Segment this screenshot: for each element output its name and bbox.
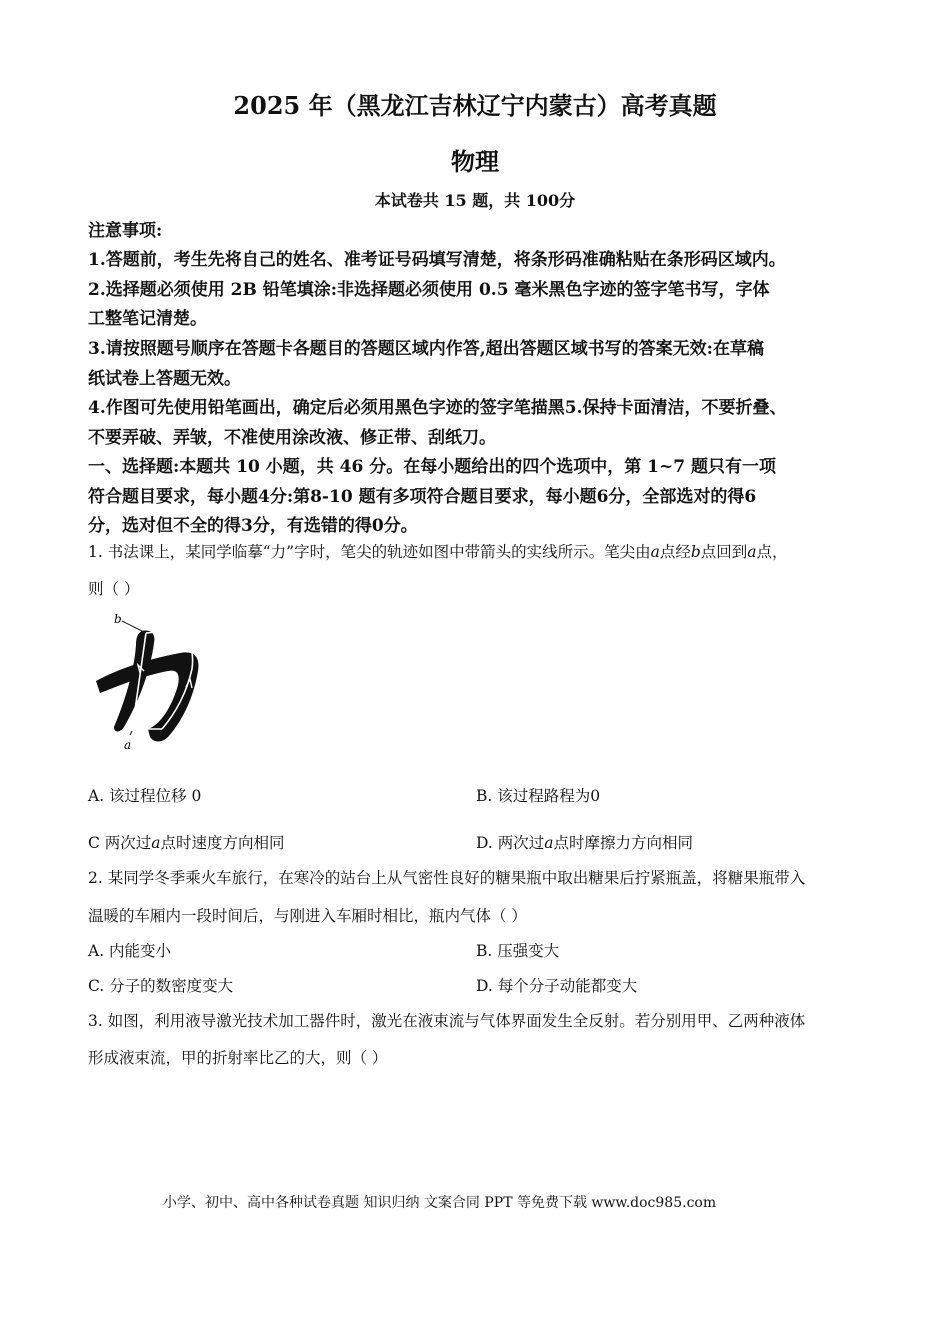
figure-label-a: a bbox=[124, 738, 132, 752]
q2-option-a: A. 内能变小 bbox=[88, 942, 172, 960]
q2-stem-line-1: 2. 某同学冬季乘火车旅行，在寒冷的站台上从气密性良好的糖果瓶中取出糖果后拧紧瓶盖，将糖果瓶带入 bbox=[88, 869, 806, 887]
notice-heading: 注意事项: bbox=[88, 221, 163, 241]
q1-option-c: C 两次过a点时速度方向相同 bbox=[88, 834, 285, 852]
q1-stem-line-2: 则（ ） bbox=[88, 580, 140, 598]
notice-line-4b: 不要弄破、弄皱，不准使用涂改液、修正带、刮纸刀。 bbox=[88, 428, 496, 448]
q3-stem-line-1: 3. 如图，利用液导激光技术加工器件时，激光在液束流与气体界面发生全反射。若分别用甲、乙两种液体 bbox=[88, 1012, 806, 1030]
q1-option-a: A. 该过程位移 0 bbox=[88, 787, 202, 805]
section1-line-1: 一、选择题:本题共 10 小题，共 46 分。在每小题给出的四个选项中，第 1~7 题只有一项 bbox=[88, 457, 777, 477]
notice-line-3a: 3.请按照题号顺序在答题卡各题目的答题区域内作答,超出答题区域书写的答案无效:在草稿 bbox=[88, 339, 764, 359]
notice-line-2a: 2.选择题必须使用 2B 铅笔填涂:非选择题必须使用 0.5 毫米黑色字迹的签字笔书写，字体 bbox=[88, 280, 770, 300]
exam-summary: 本试卷共 15 题，共 100分 bbox=[374, 191, 576, 210]
q2-stem-line-2: 温暖的车厢内一段时间后，与刚进入车厢时相比，瓶内气体（ ） bbox=[88, 907, 527, 925]
q2-option-c: C. 分子的数密度变大 bbox=[88, 977, 234, 995]
q1-option-d: D. 两次过a点时摩擦力方向相同 bbox=[476, 834, 693, 852]
notice-line-2b: 工整笔记清楚。 bbox=[88, 309, 207, 329]
notice-line-4a: 4.作图可先使用铅笔画出，确定后必须用黑色字迹的签字笔描黑5.保持卡面清洁，不要折叠、 bbox=[88, 398, 787, 418]
q3-stem-line-2: 形成液束流，甲的折射率比乙的大，则（ ） bbox=[88, 1049, 388, 1067]
page-footer: 小学、初中、高中各种试卷真题 知识归纳 文案合同 PPT 等免费下载 www.doc985.com bbox=[163, 1195, 717, 1211]
q1-calligraphy-figure bbox=[88, 603, 208, 753]
notice-line-3b: 纸试卷上答题无效。 bbox=[88, 369, 241, 389]
q2-option-d: D. 每个分子动能都变大 bbox=[476, 977, 638, 995]
figure-label-b: b bbox=[114, 612, 122, 626]
exam-title: 2025 年（黑龙江吉林辽宁内蒙古）高考真题 bbox=[233, 91, 717, 120]
q1-stem-line-1: 1. 书法课上，某同学临摹“力”字时，笔尖的轨迹如图中带箭头的实线所示。笔尖由a点经b点回到a点， bbox=[88, 543, 788, 561]
section1-line-3: 分，选对但不全的得3分，有选错的得0分。 bbox=[88, 516, 418, 536]
li-character-drawing bbox=[88, 603, 208, 753]
section1-line-2: 符合题目要求，每小题4分:第8-10 题有多项符合题目要求，每小题6分，全部选对的得6 bbox=[88, 487, 757, 507]
subject-title: 物理 bbox=[451, 147, 499, 176]
notice-line-1: 1.答题前，考生先将自己的姓名、准考证号码填写清楚，将条形码准确粘贴在条形码区域内。 bbox=[88, 250, 786, 270]
q2-option-b: B. 压强变大 bbox=[476, 942, 560, 960]
q1-option-b: B. 该过程路程为0 bbox=[476, 787, 601, 805]
